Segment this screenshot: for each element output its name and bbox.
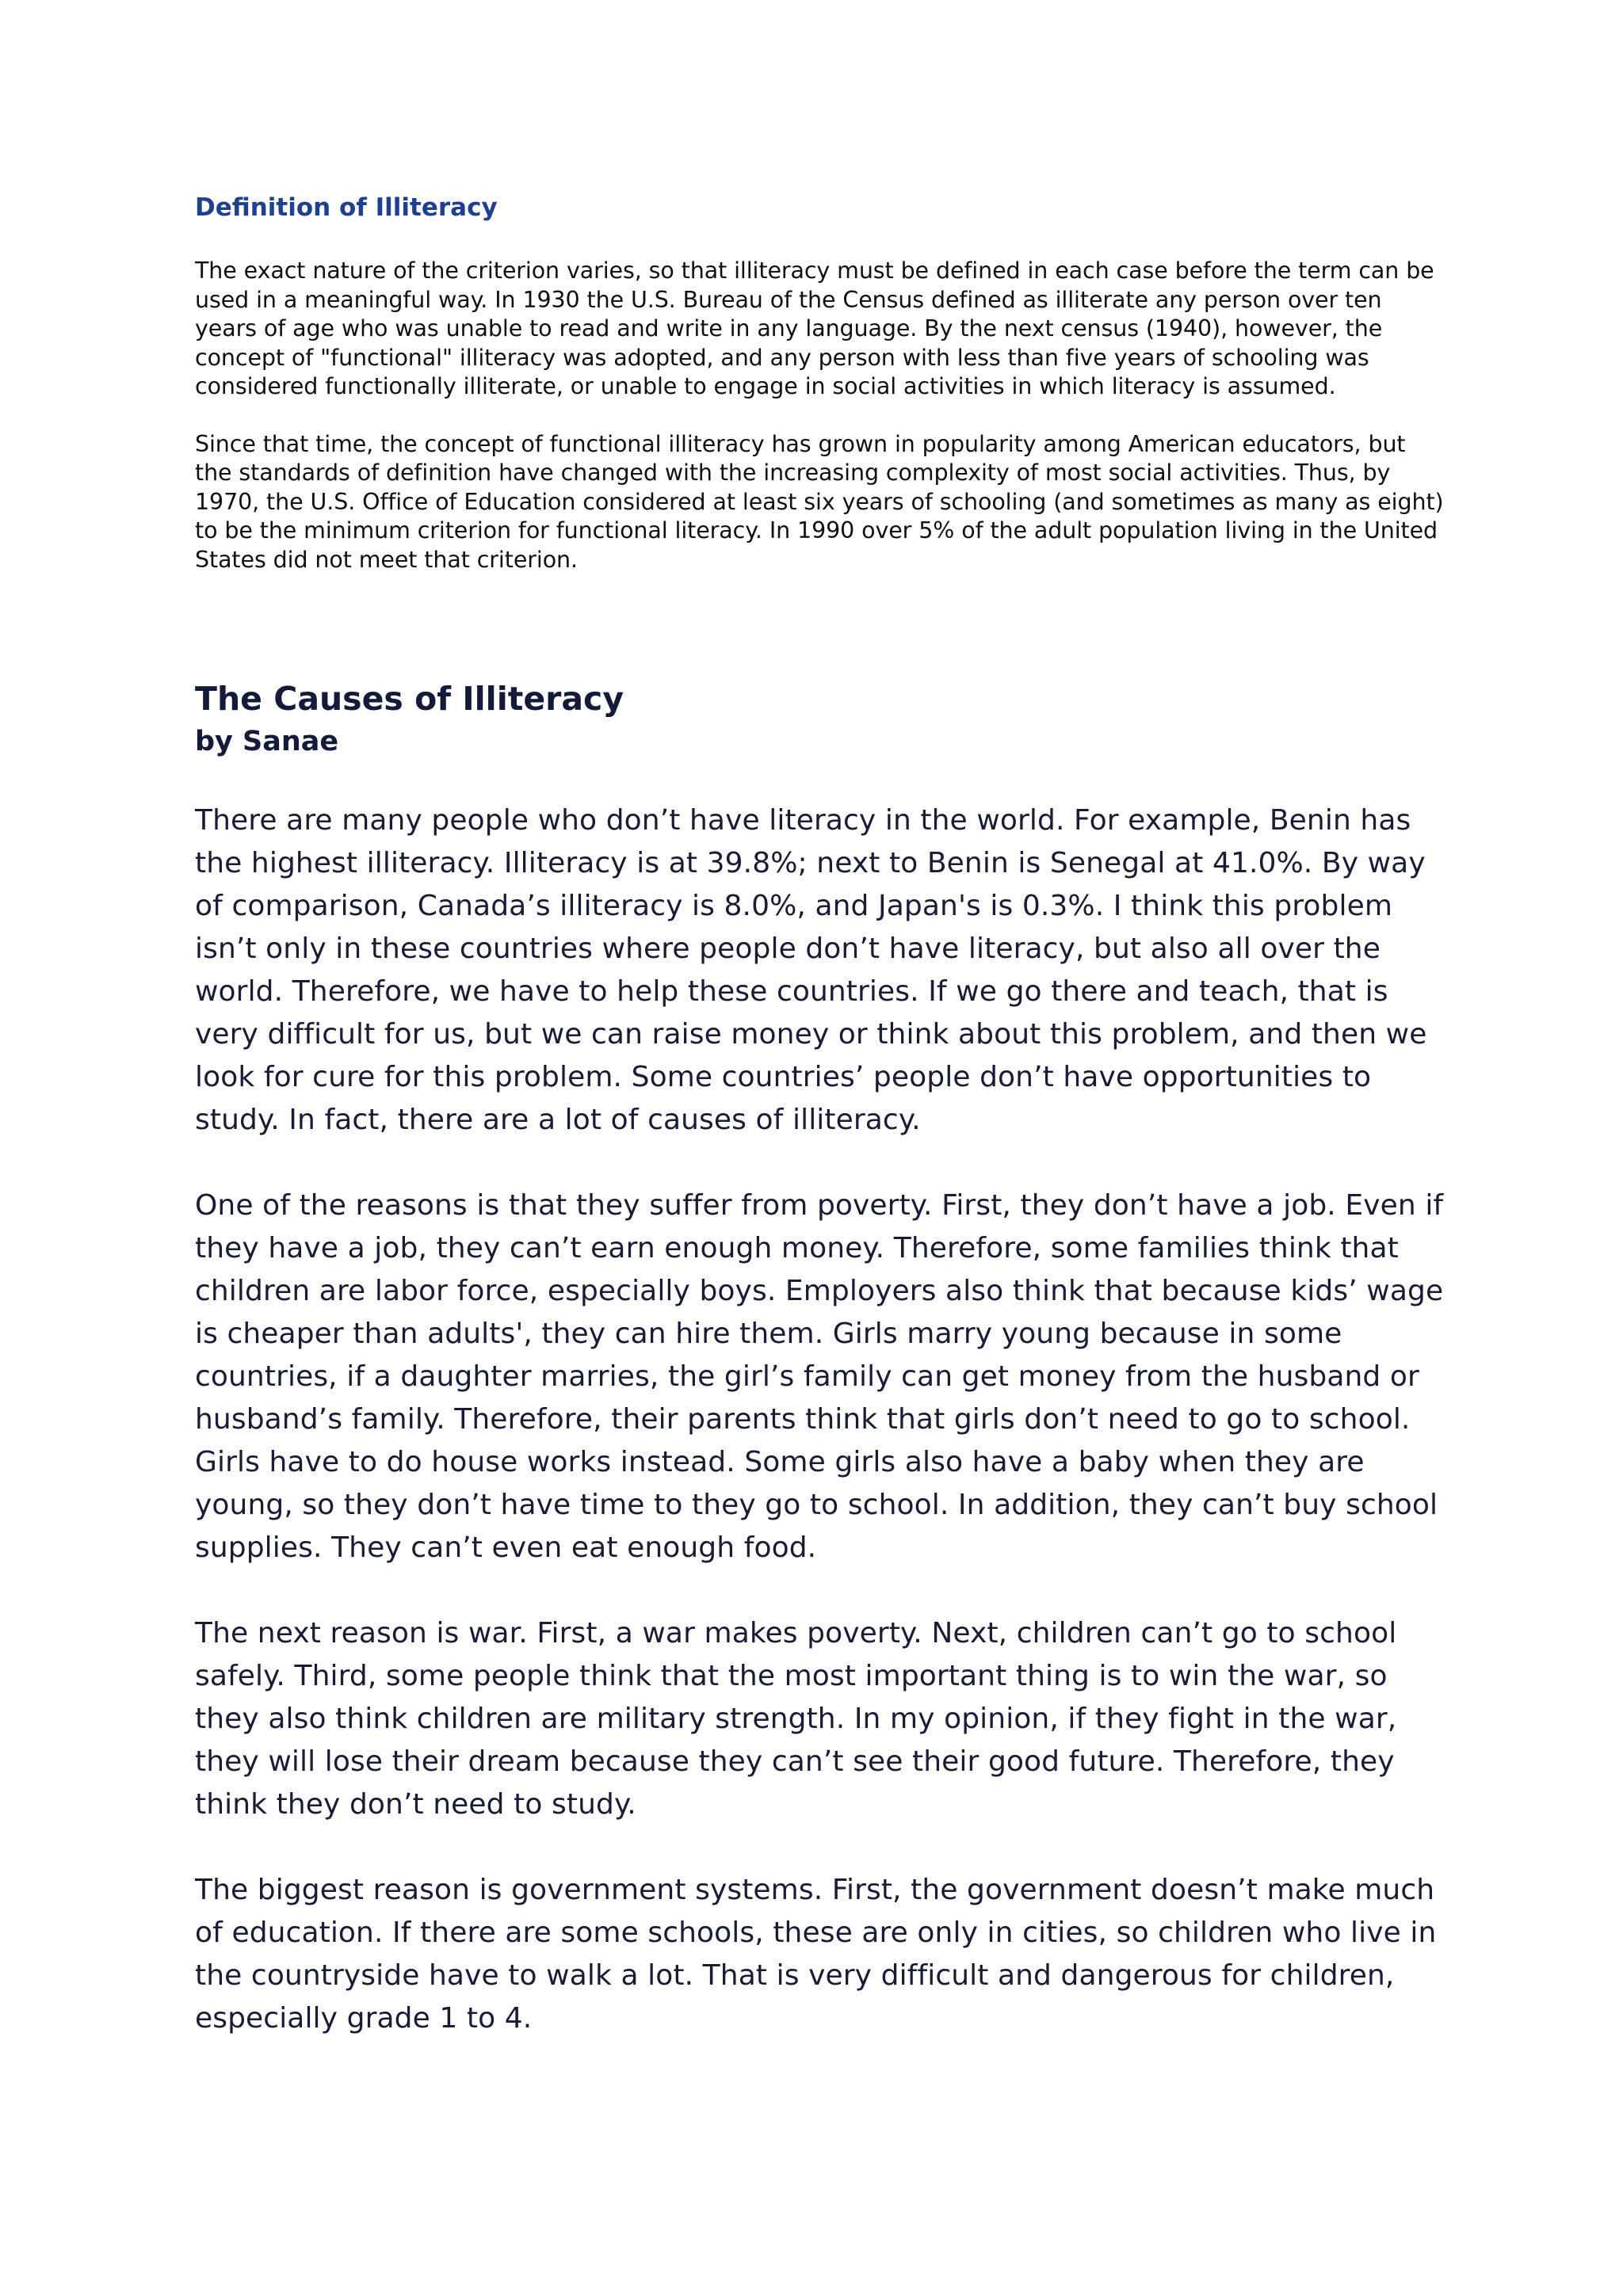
- essay-title: The Causes of Illiteracy: [195, 680, 624, 718]
- essay-author: by Sanae: [195, 726, 339, 757]
- definition-section: [195, 190, 1447, 574]
- essay-paragraph: The next reason is war. First, a war makes poverty. Next, children can’t go to school safely. Third, some people think that the most important thing is to win the war, so they also think children are military strength. In my opinion, if they fight in the war, they will lose their dream because they can’t see their good future. Therefore, they think they don’t need to study.: [195, 1617, 1397, 1821]
- definition-paragraph: Since that time, the concept of functional illiteracy has grown in popularity among American educators, but the standards of definition have changed with the increasing complexity of most social activities. Thus, by 1970, the U.S. Office of Education considered at least six years of schooling (and sometimes as many as eight) to be the minimum criterion for functional literacy. In 1990 over 5% of the adult population living in the United States did not meet that criterion.: [195, 430, 1444, 573]
- essay-paragraph: The biggest reason is government systems. First, the government doesn’t make much of education. If there are some schools, these are only in cities, so children who live in the countryside have to walk a lot. That is very difficult and dangerous for children, especially grade 1 to 4.: [195, 1874, 1437, 2035]
- essay-paragraph: There are many people who don’t have literacy in the world. For example, Benin has the highest illiteracy. Illiteracy is at 39.8%; next to Benin is Senegal at 41.0%. By way of comparison, Canada’s illiteracy is 8.0%, and Japan's is 0.3%. I think this problem isn’t only in these countries where people don’t have literacy, but also all over the world. Therefore, we have to help these countries. If we go there and teach, that is very difficult for us, but we can raise money or think about this problem, and then we look for cure for this problem. Some countries’ people don’t have opportunities to study. In fact, there are a lot of causes of illiteracy.: [195, 804, 1427, 1136]
- document-page: [195, 190, 1447, 2083]
- essay-section: [195, 677, 1447, 2040]
- essay-paragraph: One of the reasons is that they suffer from poverty. First, they don’t have a job. Even if they have a job, they can’t earn enough money. Therefore, some families think that children are labor force, especially boys. Employers also think that because kids’ wage is cheaper than adults', they can hire them. Girls marry young because in some countries, if a daughter marries, the girl’s family can get money from the husband or husband’s family. Therefore, their parents think that girls don’t need to go to school. Girls have to do house works instead. Some girls also have a baby when they are young, so they don’t have time to they go to school. In addition, they can’t buy school supplies. They can’t even eat enough food.: [195, 1189, 1444, 1564]
- definition-heading: Definition of Illiteracy: [195, 193, 498, 222]
- definition-paragraph: The exact nature of the criterion varies, so that illiteracy must be defined in each case before the term can be used in a meaningful way. In 1930 the U.S. Bureau of the Census defined as illiterate any person over ten years of age who was unable to read and write in any language. By the next census (1940), however, the concept of "functional" illiteracy was adopted, and any person with less than five years of schooling was considered functionally illiterate, or unable to engage in social activities in which literacy is assumed.: [195, 257, 1434, 399]
